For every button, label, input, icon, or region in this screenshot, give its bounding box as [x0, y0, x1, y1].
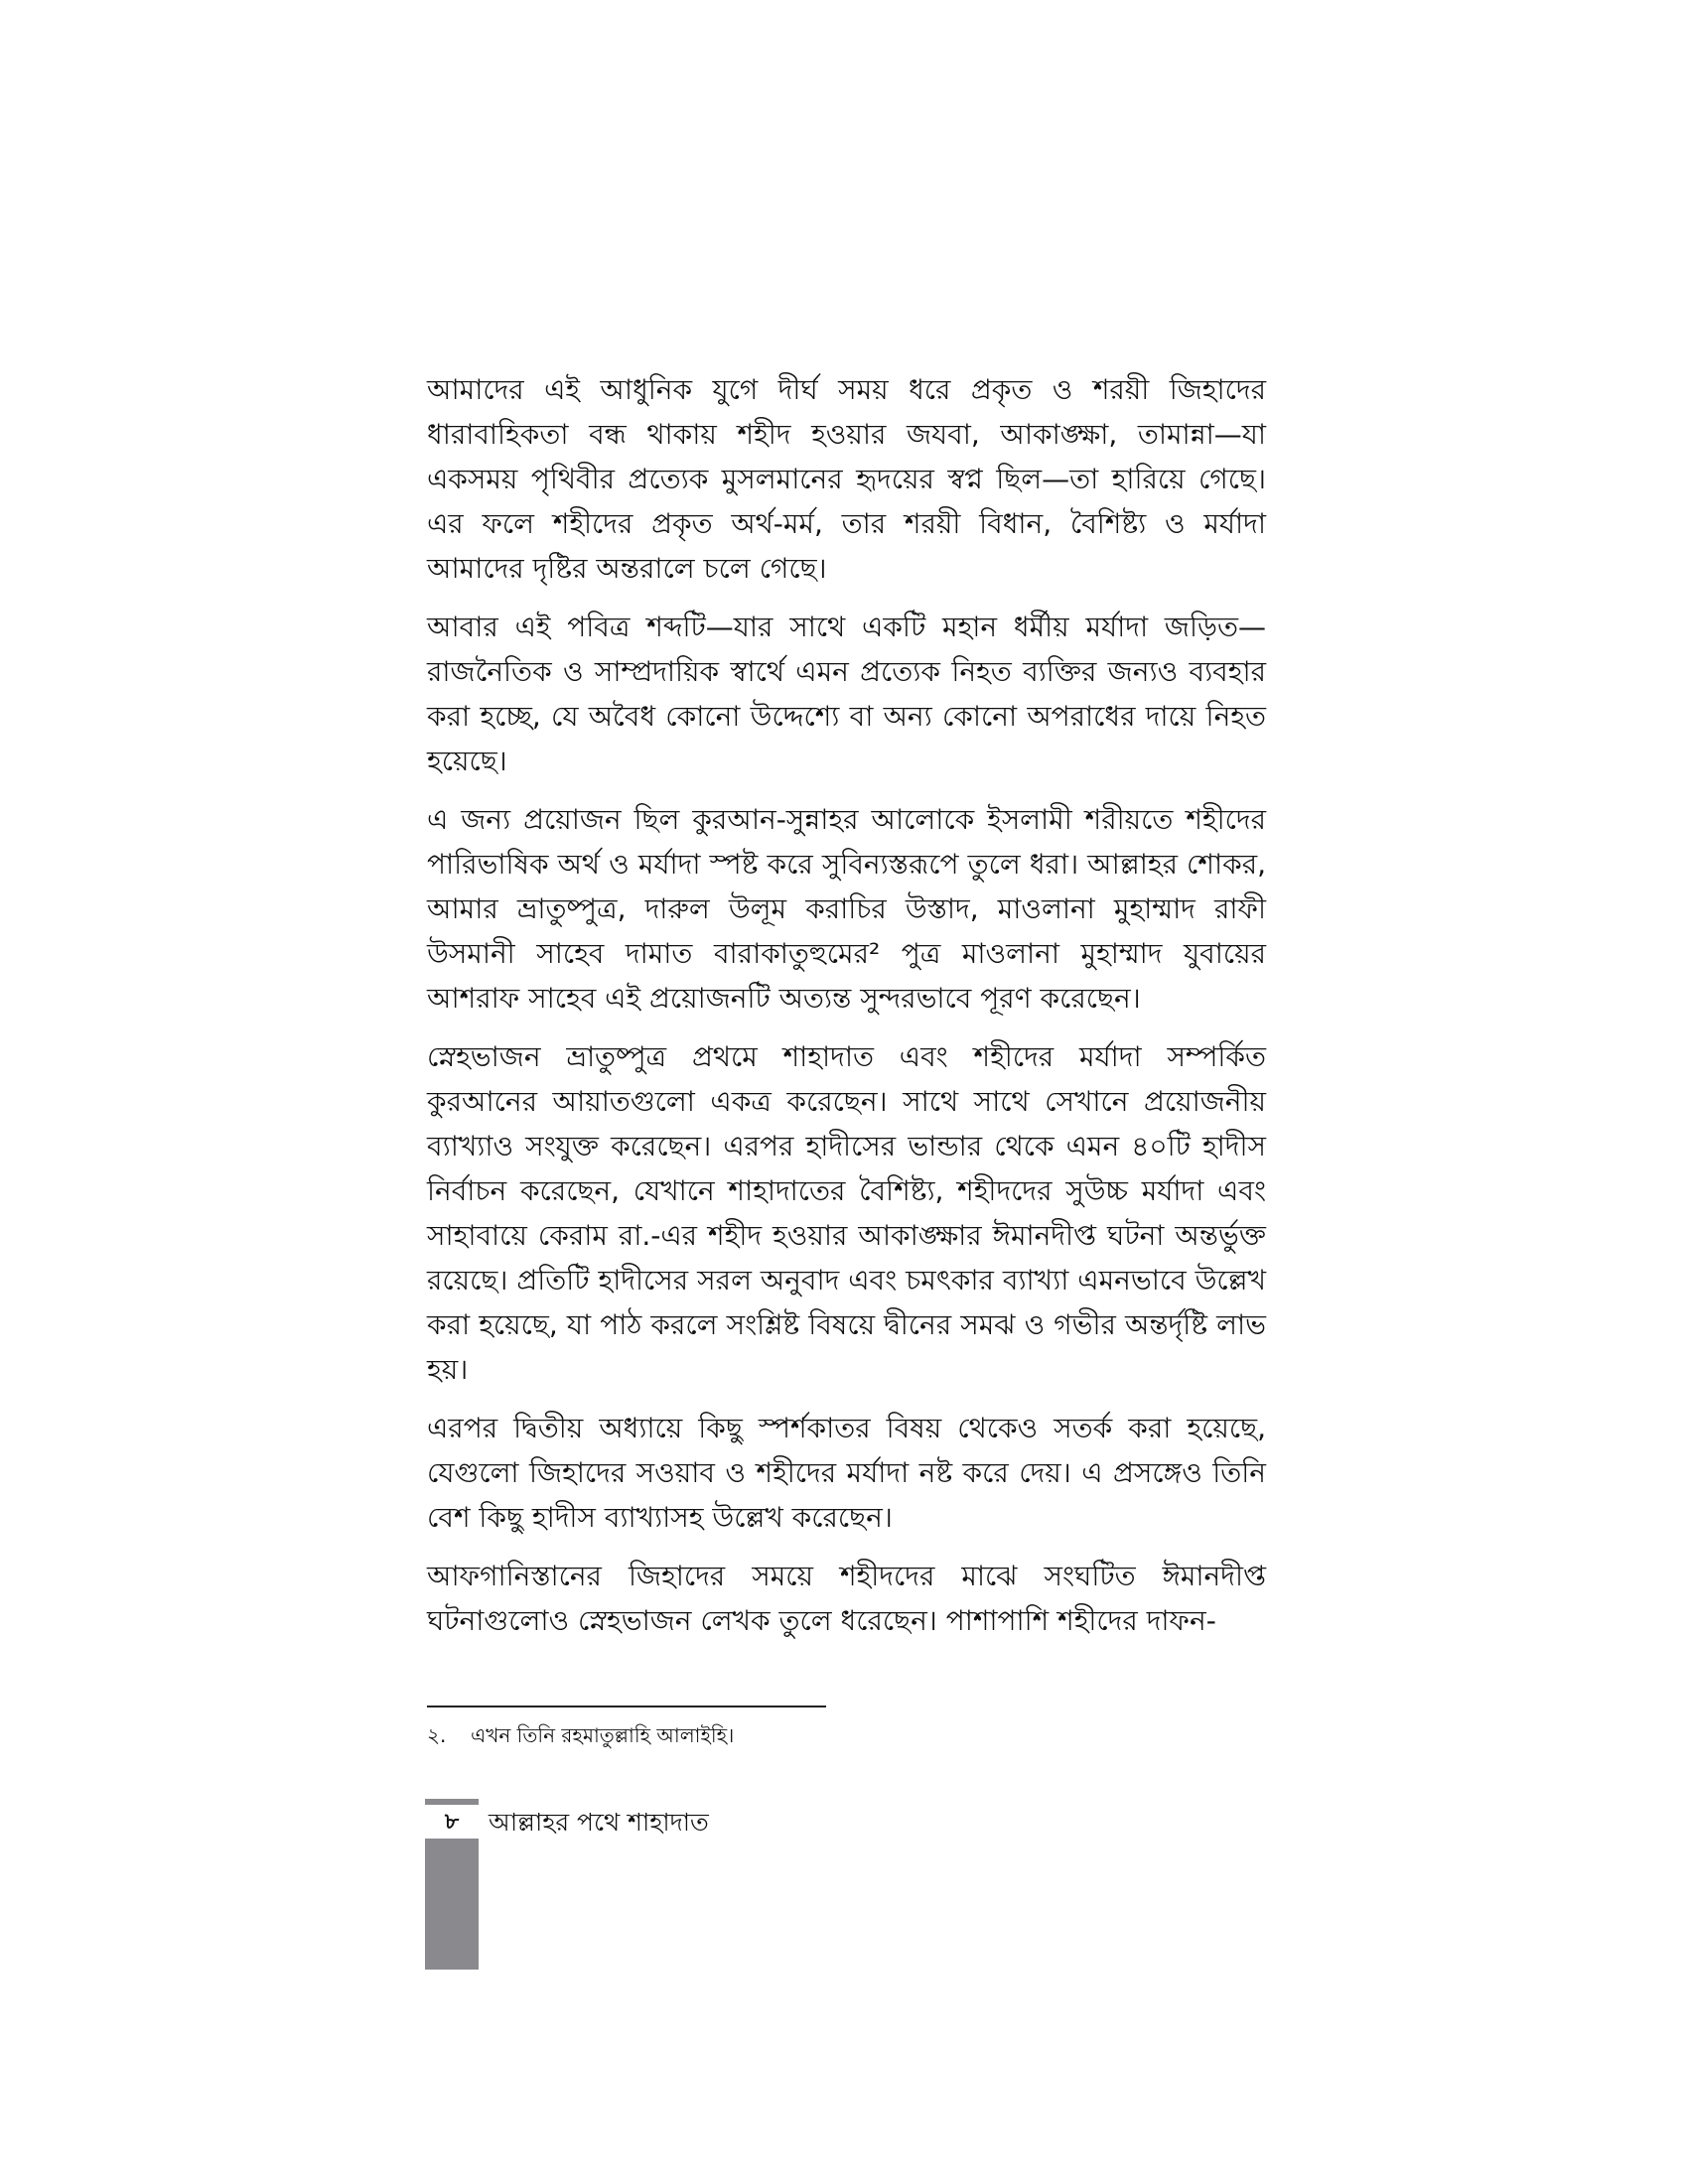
footnote-text: এখন তিনি রহমাতুল্লাহি আলাইহি। — [471, 1723, 735, 1747]
page-tab — [425, 1839, 479, 1970]
running-title: আল্লাহর পথে শাহাদাত — [489, 1808, 709, 1837]
paragraph: আফগানিস্তানের জিহাদের সময়ে শহীদদের মাঝে সংঘটিত ঈমানদীপ্ত ঘটনাগুলোও স্নেহভাজন লেখক তুলে ধরেছেন। পাশাপাশি শহীদের দাফন- — [427, 1560, 1266, 1637]
paragraph: এ জন্য প্রয়োজন ছিল কুরআন-সুন্নাহর আলোকে ইসলামী শরীয়তে শহীদের পারিভাষিক অর্থ ও মর্যাদা স্পষ্ট করে সুবিন্যস্তরূপে তুলে ধরা। আল্লাহর শোকর, আমার ভ্রাতুষ্পুত্র, দারুল উলূম করাচির উস্তাদ, মাওলানা মুহাম্মাদ রাফী উসমানী সাহেব দামাত বারাকাতুহুমের² পুত্র মাওলানা মুহাম্মাদ যুবায়ের আশরাফ সাহেব এই প্রয়োজনটি অত্যন্ত সুন্দরভাবে পূরণ করেছেন। — [427, 803, 1266, 1015]
footnote-divider — [427, 1706, 826, 1707]
page-number: ৮ — [444, 1810, 460, 1835]
paragraph: আবার এই পবিত্র শব্দটি—যার সাথে একটি মহান ধর্মীয় মর্যাদা জড়িত—রাজনৈতিক ও সাম্প্রদায়িক স্বার্থে এমন প্রত্যেক নিহত ব্যক্তির জন্যও ব্যবহার করা হচ্ছে, যে অবৈধ কোনো উদ্দেশ্যে বা অন্য কোনো অপরাধের দায়ে নিহত হয়েছে। — [427, 611, 1266, 777]
footnote — [427, 1721, 734, 1749]
footnote-number: ২. — [427, 1723, 447, 1747]
paragraph: এরপর দ্বিতীয় অধ্যায়ে কিছু স্পর্শকাতর বিষয় থেকেও সতর্ক করা হয়েছে, যেগুলো জিহাদের সওয়াব ও শহীদের মর্যাদা নষ্ট করে দেয়। এ প্রসঙ্গেও তিনি বেশ কিছু হাদীস ব্যাখ্যাসহ উল্লেখ করেছেন। — [427, 1412, 1266, 1534]
body-text — [427, 367, 1266, 1657]
page-tab-top-bar — [425, 1799, 479, 1805]
paragraph: আমাদের এই আধুনিক যুগে দীর্ঘ সময় ধরে প্রকৃত ও শরয়ী জিহাদের ধারাবাহিকতা বন্ধ থাকায় শহীদ হওয়ার জযবা, আকাঙ্ক্ষা, তামান্না—যা একসময় পৃথিবীর প্রত্যেক মুসলমানের হৃদয়ের স্বপ্ন ছিল—তা হারিয়ে গেছে। এর ফলে শহীদের প্রকৃত অর্থ-মর্ম, তার শরয়ী বিধান, বৈশিষ্ট্য ও মর্যাদা আমাদের দৃষ্টির অন্তরালে চলে গেছে। — [427, 373, 1266, 585]
paragraph: স্নেহভাজন ভ্রাতুষ্পুত্র প্রথমে শাহাদাত এবং শহীদের মর্যাদা সম্পর্কিত কুরআনের আয়াতগুলো একত্র করেছেন। সাথে সাথে সেখানে প্রয়োজনীয় ব্যাখ্যাও সংযুক্ত করেছেন। এরপর হাদীসের ভান্ডার থেকে এমন ৪০টি হাদীস নির্বাচন করেছেন, যেখানে শাহাদাতের বৈশিষ্ট্য, শহীদদের সুউচ্চ মর্যাদা এবং সাহাবায়ে কেরাম রা.-এর শহীদ হওয়ার আকাঙ্ক্ষার ঈমানদীপ্ত ঘটনা অন্তর্ভুক্ত রয়েছে। প্রতিটি হাদীসের সরল অনুবাদ এবং চমৎকার ব্যাখ্যা এমনভাবে উল্লেখ করা হয়েছে, যা পাঠ করলে সংশ্লিষ্ট বিষয়ে দ্বীনের সমঝ ও গভীর অন্তর্দৃষ্টি লাভ হয়। — [427, 1040, 1266, 1386]
